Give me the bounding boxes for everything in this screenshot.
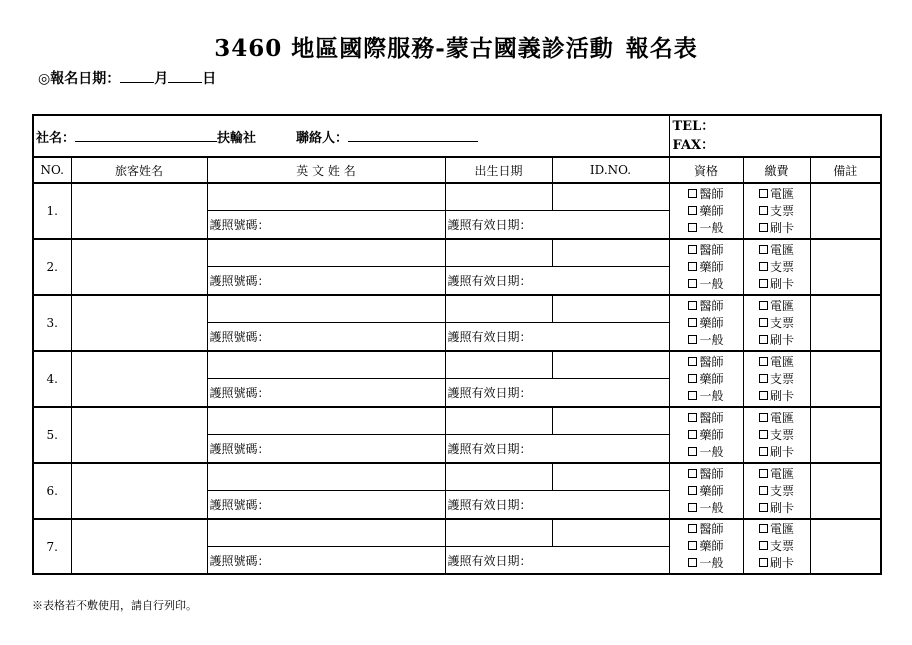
passenger-row	[33, 295, 881, 323]
checkbox-icon[interactable]	[688, 318, 697, 327]
qualification-option[interactable]	[670, 276, 743, 293]
payment-option[interactable]	[744, 242, 810, 259]
english-name-cell[interactable]	[207, 407, 445, 435]
form-title-main: 3460 地區國際服務-蒙古國義診活動	[214, 35, 614, 62]
passenger-row	[33, 351, 881, 379]
id-no-cell[interactable]	[552, 239, 669, 267]
checkbox-icon[interactable]	[688, 335, 697, 344]
qualification-option[interactable]	[670, 500, 743, 517]
qualification-option-label: 一般	[699, 388, 724, 403]
checkbox-icon[interactable]	[688, 469, 697, 478]
payment-option-label: 刷卡	[769, 388, 794, 403]
passport-no-label: 護照號碼：	[209, 498, 270, 512]
payment-option-label: 電匯	[769, 242, 794, 257]
remarks-cell[interactable]	[810, 183, 881, 239]
qualification-option[interactable]	[670, 555, 743, 572]
payment-option[interactable]	[744, 466, 810, 483]
payment-option-label: 刷卡	[769, 332, 794, 347]
qualification-option[interactable]	[670, 427, 743, 444]
club-info-row	[33, 115, 881, 157]
col-english-name: 英 文 姓 名	[207, 157, 445, 183]
qualification-option-label: 藥師	[699, 203, 724, 218]
qualification-option[interactable]	[670, 315, 743, 332]
id-no-cell[interactable]	[552, 183, 669, 211]
english-name-cell[interactable]	[207, 519, 445, 547]
passport-expiry-label: 護照有效日期：	[447, 274, 532, 288]
passport-no-label: 護照號碼：	[209, 218, 270, 232]
checkbox-icon[interactable]	[688, 558, 697, 567]
traveler-name-cell[interactable]	[71, 519, 207, 574]
payment-option-label: 支票	[769, 371, 794, 386]
qualification-cell	[669, 239, 743, 295]
checkbox-icon[interactable]	[759, 245, 768, 254]
traveler-name-cell[interactable]	[71, 463, 207, 519]
payment-option[interactable]	[744, 444, 810, 461]
checkbox-icon[interactable]	[759, 223, 768, 232]
day-blank[interactable]	[168, 69, 202, 83]
checkbox-icon[interactable]	[759, 486, 768, 495]
qualification-option-label: 醫師	[699, 522, 724, 536]
checkbox-icon[interactable]	[688, 391, 697, 400]
birth-date-cell[interactable]	[445, 407, 552, 435]
payment-option[interactable]	[744, 371, 810, 388]
registration-table	[32, 114, 882, 575]
row-number: 5.	[33, 407, 71, 463]
qualification-option[interactable]	[670, 444, 743, 461]
qualification-option-label: 醫師	[699, 354, 724, 369]
qualification-option-label: 藥師	[699, 539, 724, 553]
payment-option-label: 電匯	[769, 522, 794, 536]
payment-option-label: 電匯	[769, 186, 794, 201]
birth-date-cell[interactable]	[445, 295, 552, 323]
english-name-cell[interactable]	[207, 295, 445, 323]
payment-option-label: 支票	[769, 539, 794, 553]
qualification-cell	[669, 351, 743, 407]
english-name-cell[interactable]	[207, 463, 445, 491]
qualification-option-label: 藥師	[699, 427, 724, 442]
passport-no-cell[interactable]	[207, 435, 445, 464]
payment-cell	[743, 351, 810, 407]
checkbox-icon[interactable]	[759, 447, 768, 456]
checkbox-icon[interactable]	[688, 223, 697, 232]
qualification-option[interactable]	[670, 203, 743, 220]
qualification-option[interactable]	[670, 298, 743, 315]
payment-option[interactable]	[744, 315, 810, 332]
payment-option[interactable]	[744, 332, 810, 349]
passport-expiry-label: 護照有效日期：	[447, 218, 532, 232]
traveler-name-cell[interactable]	[71, 183, 207, 239]
qualification-option-label: 一般	[699, 276, 724, 291]
qualification-option[interactable]	[670, 354, 743, 371]
checkbox-icon[interactable]	[688, 357, 697, 366]
qualification-option[interactable]	[670, 538, 743, 555]
remarks-cell[interactable]	[810, 407, 881, 463]
col-birth-date: 出生日期	[445, 157, 552, 183]
payment-cell	[743, 183, 810, 239]
qualification-option-label: 一般	[699, 444, 724, 459]
checkbox-icon[interactable]	[688, 447, 697, 456]
registration-date	[38, 68, 216, 88]
payment-cell	[743, 407, 810, 463]
passport-no-label: 護照號碼：	[209, 553, 270, 568]
passport-expiry-cell[interactable]	[445, 435, 669, 464]
passport-no-label: 護照號碼：	[209, 442, 270, 456]
payment-option[interactable]	[744, 203, 810, 220]
passport-no-label: 護照號碼：	[209, 386, 270, 400]
payment-option-label: 支票	[769, 259, 794, 274]
id-no-cell[interactable]	[552, 519, 669, 547]
passenger-row	[33, 519, 881, 547]
qualification-option-label: 醫師	[699, 410, 724, 425]
checkbox-icon[interactable]	[759, 503, 768, 512]
contact-blank[interactable]	[348, 127, 478, 142]
checkbox-icon[interactable]	[759, 374, 768, 383]
payment-option[interactable]	[744, 220, 810, 237]
payment-cell	[743, 295, 810, 351]
qualification-option-label: 藥師	[699, 483, 724, 498]
qualification-cell	[669, 407, 743, 463]
traveler-name-cell[interactable]	[71, 239, 207, 295]
checkbox-icon[interactable]	[688, 374, 697, 383]
passport-expiry-cell[interactable]	[445, 547, 669, 575]
id-no-cell[interactable]	[552, 463, 669, 491]
passport-no-cell[interactable]	[207, 267, 445, 296]
checkbox-icon[interactable]	[688, 430, 697, 439]
qualification-option[interactable]	[670, 242, 743, 259]
passport-expiry-cell[interactable]	[445, 379, 669, 408]
checkbox-icon[interactable]	[688, 486, 697, 495]
payment-option[interactable]	[744, 521, 810, 538]
qualification-option-label: 醫師	[699, 186, 724, 201]
english-name-cell[interactable]	[207, 239, 445, 267]
club-label: 社名：	[36, 130, 76, 146]
qualification-option-label: 一般	[699, 332, 724, 347]
payment-option[interactable]	[744, 259, 810, 276]
checkbox-icon[interactable]	[688, 262, 697, 271]
payment-option-label: 刷卡	[769, 220, 794, 235]
payment-option[interactable]	[744, 410, 810, 427]
qualification-option[interactable]	[670, 521, 743, 538]
passport-expiry-cell[interactable]	[445, 323, 669, 352]
qualification-cell	[669, 183, 743, 239]
payment-option[interactable]	[744, 538, 810, 555]
payment-option[interactable]	[744, 500, 810, 517]
qualification-option[interactable]	[670, 388, 743, 405]
birth-date-cell[interactable]	[445, 351, 552, 379]
row-number: 4.	[33, 351, 71, 407]
qualification-option-label: 醫師	[699, 242, 724, 257]
passport-expiry-cell[interactable]	[445, 491, 669, 520]
payment-cell	[743, 239, 810, 295]
col-remarks: 備註	[810, 157, 881, 183]
passport-no-cell[interactable]	[207, 323, 445, 352]
qualification-option-label: 一般	[699, 500, 724, 515]
payment-option-label: 刷卡	[769, 444, 794, 459]
checkbox-icon[interactable]	[688, 541, 697, 550]
qualification-option[interactable]	[670, 410, 743, 427]
passport-expiry-label: 護照有效日期：	[447, 330, 532, 344]
traveler-name-cell[interactable]	[71, 407, 207, 463]
passport-expiry-label: 護照有效日期：	[447, 386, 532, 400]
passport-no-label: 護照號碼：	[209, 274, 270, 288]
qualification-option-label: 一般	[699, 556, 724, 570]
col-traveler-name: 旅客姓名	[71, 157, 207, 183]
passport-no-cell[interactable]	[207, 491, 445, 520]
english-name-cell[interactable]	[207, 183, 445, 211]
payment-option-label: 電匯	[769, 354, 794, 369]
checkbox-icon[interactable]	[759, 279, 768, 288]
row-number: 3.	[33, 295, 71, 351]
passport-no-cell[interactable]	[207, 379, 445, 408]
checkbox-icon[interactable]	[688, 189, 697, 198]
remarks-cell[interactable]	[810, 463, 881, 519]
payment-option-label: 支票	[769, 427, 794, 442]
payment-option-label: 支票	[769, 483, 794, 498]
row-number: 1.	[33, 183, 71, 239]
passport-no-cell[interactable]	[207, 211, 445, 240]
remarks-cell[interactable]	[810, 295, 881, 351]
passport-expiry-label: 護照有效日期：	[447, 498, 532, 512]
birth-date-cell[interactable]	[445, 239, 552, 267]
checkbox-icon[interactable]	[688, 503, 697, 512]
checkbox-icon[interactable]	[688, 245, 697, 254]
qualification-option-label: 藥師	[699, 371, 724, 386]
payment-option[interactable]	[744, 483, 810, 500]
qualification-option[interactable]	[670, 483, 743, 500]
registration-date-label: ◎報名日期：	[38, 71, 121, 87]
contact-label: 聯絡人：	[296, 130, 349, 146]
payment-option-label: 電匯	[769, 298, 794, 313]
passenger-row	[33, 183, 881, 211]
qualification-option[interactable]	[670, 332, 743, 349]
payment-option-label: 刷卡	[769, 276, 794, 291]
checkbox-icon[interactable]	[759, 524, 768, 533]
payment-option[interactable]	[744, 388, 810, 405]
qualification-option[interactable]	[670, 371, 743, 388]
qualification-option[interactable]	[670, 186, 743, 203]
qualification-option-label: 醫師	[699, 466, 724, 481]
payment-option-label: 支票	[769, 203, 794, 218]
day-label: 日	[202, 71, 217, 87]
passport-expiry-label: 護照有效日期：	[447, 553, 532, 568]
passport-no-label: 護照號碼：	[209, 330, 270, 344]
traveler-name-cell[interactable]	[71, 351, 207, 407]
form-title-suffix: 報名表	[625, 35, 698, 62]
checkbox-icon[interactable]	[759, 301, 768, 310]
checkbox-icon[interactable]	[759, 413, 768, 422]
qualification-option-label: 藥師	[699, 259, 724, 274]
tel-label[interactable]: TEL：	[672, 119, 715, 134]
passenger-row	[33, 463, 881, 491]
payment-option[interactable]	[744, 427, 810, 444]
remarks-cell[interactable]	[810, 239, 881, 295]
payment-option[interactable]	[744, 354, 810, 371]
checkbox-icon[interactable]	[688, 279, 697, 288]
checkbox-icon[interactable]	[759, 357, 768, 366]
checkbox-icon[interactable]	[759, 335, 768, 344]
passport-no-cell[interactable]	[207, 547, 445, 575]
birth-date-cell[interactable]	[445, 463, 552, 491]
col-id-no: ID.NO.	[552, 157, 669, 183]
remarks-cell[interactable]	[810, 519, 881, 574]
row-number: 7.	[33, 519, 71, 574]
checkbox-icon[interactable]	[759, 541, 768, 550]
payment-option-label: 刷卡	[769, 500, 794, 515]
club-name-blank[interactable]	[75, 127, 217, 142]
club-info-cell	[33, 115, 669, 157]
form-title	[0, 30, 912, 63]
month-blank[interactable]	[120, 69, 154, 83]
qualification-cell	[669, 519, 743, 574]
qualification-option-label: 藥師	[699, 315, 724, 330]
col-no: NO.	[33, 157, 71, 183]
qualification-option-label: 醫師	[699, 298, 724, 313]
id-no-cell[interactable]	[552, 295, 669, 323]
qualification-option[interactable]	[670, 466, 743, 483]
id-no-cell[interactable]	[552, 351, 669, 379]
qualification-cell	[669, 463, 743, 519]
col-qualification: 資格	[669, 157, 743, 183]
column-header-row	[33, 157, 881, 183]
checkbox-icon[interactable]	[688, 524, 697, 533]
checkbox-icon[interactable]	[688, 413, 697, 422]
col-payment: 繳費	[743, 157, 810, 183]
row-number: 2.	[33, 239, 71, 295]
payment-option[interactable]	[744, 186, 810, 203]
payment-cell	[743, 463, 810, 519]
payment-cell	[743, 519, 810, 574]
tel-fax-cell	[669, 115, 881, 157]
traveler-name-cell[interactable]	[71, 295, 207, 351]
payment-option-label: 支票	[769, 315, 794, 330]
checkbox-icon[interactable]	[759, 391, 768, 400]
payment-option-label: 電匯	[769, 466, 794, 481]
footnote: ※表格若不敷使用，請自行列印。	[32, 599, 197, 612]
checkbox-icon[interactable]	[759, 469, 768, 478]
payment-option[interactable]	[744, 276, 810, 293]
checkbox-icon[interactable]	[759, 318, 768, 327]
remarks-cell[interactable]	[810, 351, 881, 407]
passenger-row	[33, 407, 881, 435]
qualification-cell	[669, 295, 743, 351]
club-suffix: 扶輪社	[217, 130, 257, 146]
checkbox-icon[interactable]	[759, 430, 768, 439]
passport-expiry-cell[interactable]	[445, 211, 669, 240]
checkbox-icon[interactable]	[688, 206, 697, 215]
birth-date-cell[interactable]	[445, 519, 552, 547]
checkbox-icon[interactable]	[759, 189, 768, 198]
payment-option[interactable]	[744, 555, 810, 572]
passport-expiry-cell[interactable]	[445, 267, 669, 296]
passenger-row	[33, 239, 881, 267]
qualification-option-label: 一般	[699, 220, 724, 235]
fax-label[interactable]: FAX：	[672, 138, 715, 153]
row-number: 6.	[33, 463, 71, 519]
payment-option-label: 刷卡	[769, 556, 794, 570]
id-no-cell[interactable]	[552, 407, 669, 435]
checkbox-icon[interactable]	[759, 206, 768, 215]
checkbox-icon[interactable]	[688, 301, 697, 310]
checkbox-icon[interactable]	[759, 558, 768, 567]
qualification-option[interactable]	[670, 220, 743, 237]
passport-expiry-label: 護照有效日期：	[447, 442, 532, 456]
month-label: 月	[154, 71, 169, 87]
qualification-option[interactable]	[670, 259, 743, 276]
checkbox-icon[interactable]	[759, 262, 768, 271]
payment-option-label: 電匯	[769, 410, 794, 425]
english-name-cell[interactable]	[207, 351, 445, 379]
birth-date-cell[interactable]	[445, 183, 552, 211]
payment-option[interactable]	[744, 298, 810, 315]
